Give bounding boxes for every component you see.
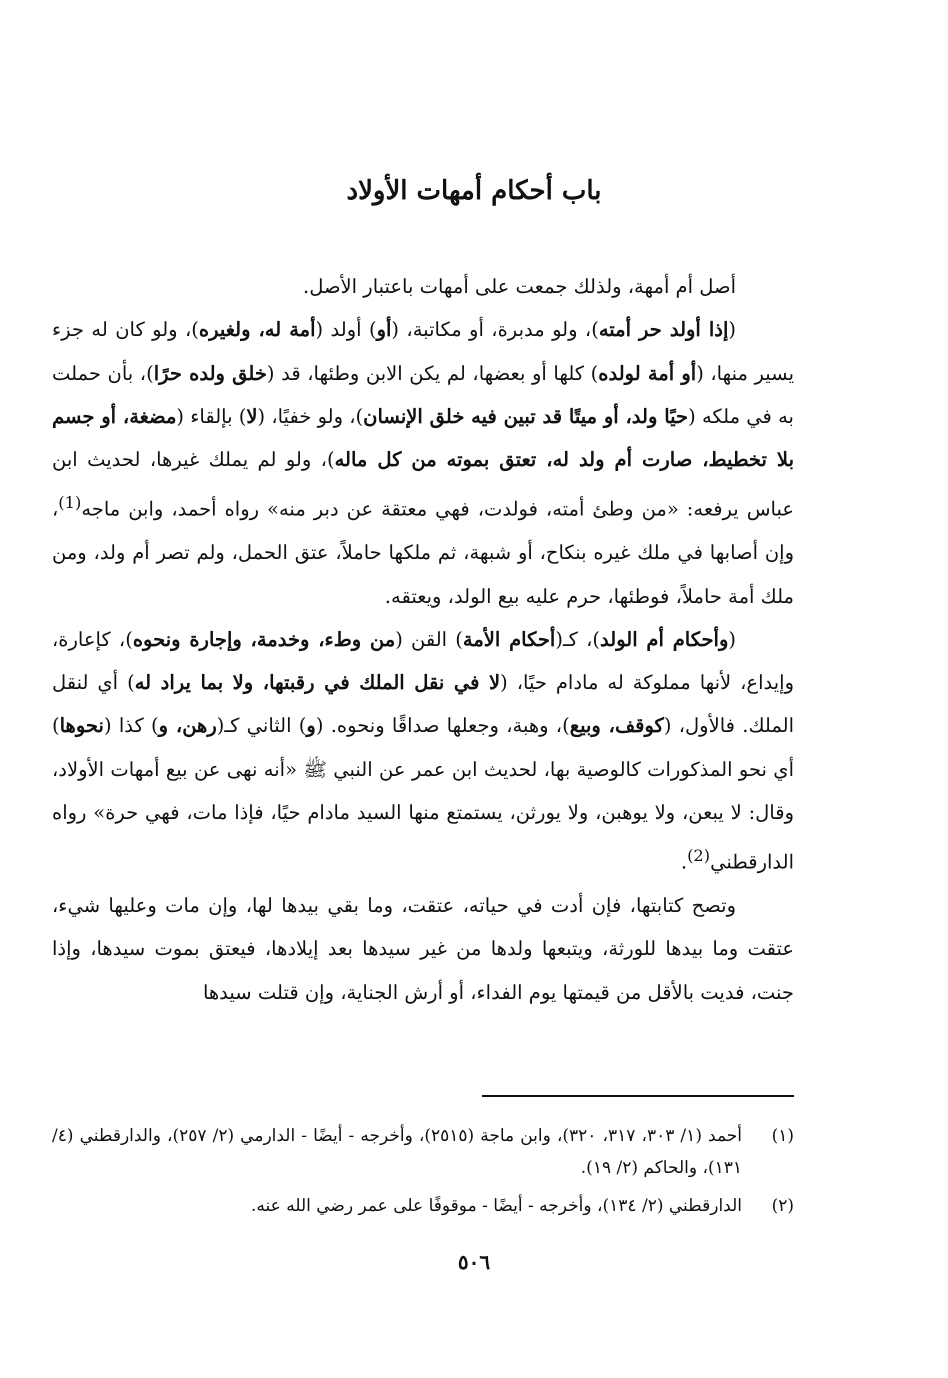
text-run: ) كذا ( xyxy=(103,714,159,738)
matn-text: كوقف، وبيع xyxy=(569,714,664,738)
page-number: ٥٠٦ xyxy=(457,1250,491,1274)
matn-text: رهن، و xyxy=(158,714,217,738)
text-run: ( xyxy=(728,318,736,342)
matn-text: وأحكام أم الولد xyxy=(600,627,729,651)
text-run: )، كإعارة، وإيداع، لأنها مملوكة له مادام حيًا، ( xyxy=(52,627,794,695)
text-run: ) بإلقاء ( xyxy=(176,404,247,428)
matn-text: لا xyxy=(246,404,258,428)
paragraph-1: أصل أم أمهة، ولذلك جمعت على أمهات باعتبار الأصل. xyxy=(303,275,736,298)
matn-text: أمة له، ولغيره xyxy=(198,318,316,342)
matn-text: أحكام الأمة xyxy=(462,627,556,651)
footnote-2 xyxy=(52,1190,794,1222)
text-run: )، ولو خفيًا، ( xyxy=(257,404,364,428)
paragraph-4: وتصح كتابتها، فإن أدت في حياته، عتقت، وما بقي بيدها لها، وإن مات وعليها شيء، عتقت وما بيدها للورثة، ويتبعها ولدها من غير سيدها بعد إيلادها، فيعتق بموت سيدها، وإذا جنت، فديت بالأقل من قيمتها يوم الفداء، أو أرش الجناية، وإن قتلت سيدها xyxy=(52,894,794,1004)
footnote-number: (٢) xyxy=(771,1196,794,1216)
paragraph-2 xyxy=(52,308,794,618)
text-run: ( xyxy=(728,627,736,651)
footnote-number: (١) xyxy=(771,1126,794,1146)
matn-text: من وطء، وخدمة، وإجارة ونحوه xyxy=(132,627,396,651)
footnote-marker-2[interactable]: (2) xyxy=(687,846,711,866)
text-run: )، بأن حملت به في ملكه ( xyxy=(52,361,794,428)
matn-text: خلق ولده حرًا xyxy=(153,361,267,385)
footnote-separator xyxy=(482,1095,794,1097)
footnote-marker-1[interactable]: (1) xyxy=(58,493,82,513)
text-run: . xyxy=(680,850,688,874)
footnotes xyxy=(52,1120,794,1228)
body-text xyxy=(52,265,794,1014)
matn-text: أو أمة لولده xyxy=(598,361,697,385)
text-run: )، وهبة، وجعلها صداقًا ونحوه. ( xyxy=(315,714,570,738)
footnote-text: الدارقطني (٢/ ١٣٤)، وأخرجه - أيضًا - موقوفًا على عمر رضي الله عنه. xyxy=(251,1196,742,1216)
text-run: ) أي نحو المذكورات كالوصية بها، لحديث ابن عمر عن النبي ﷺ «أنه نهى عن بيع أمهات الأولاد، وقال: لا يبعن، ولا يوهبن، ولا يورثن، يستمتع منها السيد مادام حيًا، فإذا مات، فهي حرة» رواه الدارقطني xyxy=(52,714,794,874)
text-run: ) أولد ( xyxy=(315,318,377,342)
footnote-1 xyxy=(52,1120,794,1184)
paragraph-3 xyxy=(52,618,794,884)
matn-text: مضغة، أو جسم بلا تخطيط، صارت أم ولد له، تعتق بموته من كل ماله xyxy=(52,404,794,472)
matn-text: و xyxy=(306,714,316,738)
matn-text: حيًا ولد، أو ميتًا قد تبين فيه خلق الإنسان xyxy=(363,404,689,428)
matn-text: نحوها xyxy=(59,714,104,738)
text-run: )، ولو مدبرة، أو مكاتبة، ( xyxy=(391,318,599,342)
matn-text: إذا أولد حر أمته xyxy=(598,318,729,342)
chapter-title: باب أحكام أمهات الأولاد xyxy=(346,176,602,206)
text-run: ) كلها أو بعضها، لم يكن الابن وطئها، قد ( xyxy=(266,361,599,385)
text-run: )، كـ( xyxy=(555,627,601,651)
text-run: ) أي لنقل الملك. فالأول، ( xyxy=(52,671,794,738)
text-run: ) الثاني كـ( xyxy=(216,714,307,738)
footnote-text: أحمد (١/ ٣٠٣، ٣١٧، ٣٢٠)، وابن ماجة (٢٥١٥)، وأخرجه - أيضًا - الدارمي (٢/ ٢٥٧)، والدارقطني (٤/ ١٣١)، والحاكم (٢/ ١٩). xyxy=(52,1126,742,1178)
text-run: )، ولو كان له جزء يسير منها، ( xyxy=(52,318,794,385)
text-run: ، وإن أصابها في ملك غيره بنكاح، أو شبهة، ثم ملكها حاملاً، عتق الحمل، ولم تصر أم ولد، ومن ملك أمة حاملاً، فوطئها، حرم عليه بيع الولد، ويعتقه. xyxy=(52,497,794,608)
matn-text: لا في نقل الملك في رقبتها، ولا بما يراد له xyxy=(134,671,501,695)
matn-text: أو xyxy=(376,318,392,342)
text-run: )، ولو لم يملك غيرها، لحديث ابن عباس يرفعه: «من وطئ أمته، فولدت، فهي معتقة عن دبر منه» رواه أحمد، وابن ماجه xyxy=(52,448,794,521)
text-run: ) القن ( xyxy=(395,627,463,651)
